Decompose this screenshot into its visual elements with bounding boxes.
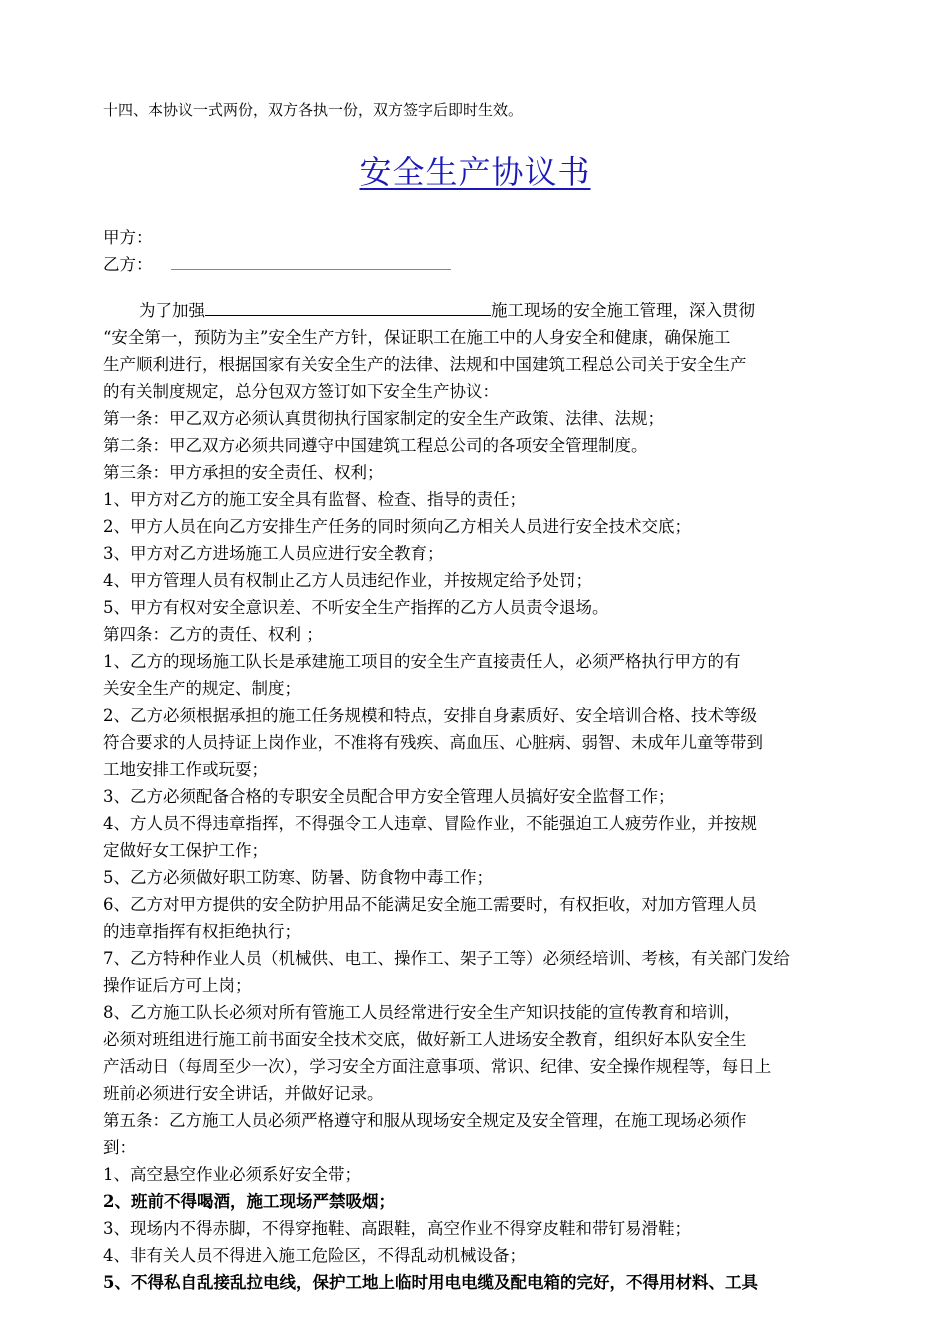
clause-line: 的违章指挥有权拒绝执行； (103, 922, 301, 941)
clause-line: 第四条：乙方的责任、权利 ； (103, 625, 323, 644)
party-b-label: 乙方： (103, 255, 153, 274)
party-a-line (103, 224, 153, 252)
intro-first-line (103, 297, 838, 324)
clause-line: 第三条：甲方承担的安全责任、权利； (103, 463, 384, 482)
clause-line: 4、非有关人员不得进入施工危险区，不得乱动机械设备； (103, 1246, 526, 1265)
clause-line: 6、乙方对甲方提供的安全防护用品不能满足安全施工需要时，有权拒收，对加方管理人员 (103, 895, 757, 914)
project-name-blank (205, 299, 491, 316)
clause-line: 产活动日（每周至少一次），学习安全方面注意事项、常识、纪律、安全操作规程等，每日上 (103, 1057, 772, 1076)
clause-lines (103, 405, 838, 1296)
clause-line: 8、乙方施工队长必须对所有管施工人员经常进行安全生产知识技能的宣传教育和培训， (103, 1003, 741, 1022)
clause-line: 3、甲方对乙方进场施工人员应进行安全教育； (103, 544, 444, 563)
clause-line: 4、方人员不得违章指挥，不得强令工人违章、冒险作业，不能强迫工人疲劳作业，并按规 (103, 814, 757, 833)
clause-line: 3、现场内不得赤脚，不得穿拖鞋、高跟鞋，高空作业不得穿皮鞋和带钉易滑鞋； (103, 1219, 691, 1238)
clause-line: 5、不得私自乱接乱拉电线，保护工地上临时用电电缆及配电箱的完好，不得用材料、工具 (103, 1273, 758, 1292)
previous-clause: 十四、本协议一式两份，双方各执一份，双方签字后即时生效。 (103, 101, 524, 119)
party-a-label: 甲方： (103, 228, 153, 247)
clause-line: 4、甲方管理人员有权制止乙方人员违纪作业，并按规定给予处罚； (103, 571, 592, 590)
clause-line: 定做好女工保护工作； (103, 841, 268, 860)
party-b-line (103, 251, 451, 279)
clause-line: 1、乙方的现场施工队长是承建施工项目的安全生产直接责任人，必须严格执行甲方的有 (103, 652, 741, 671)
clause-line: 符合要求的人员持证上岗作业，不准将有残疾、高血压、心脏病、弱智、未成年儿童等带到 (103, 733, 763, 752)
clause-line: 工地安排工作或玩耍； (103, 760, 268, 779)
clause-line: 第一条：甲乙双方必须认真贯彻执行国家制定的安全生产政策、法律、法规； (103, 409, 664, 428)
clause-line: 关安全生产的规定、制度； (103, 679, 301, 698)
clause-line: 操作证后方可上岗； (103, 976, 252, 995)
clause-line: 第二条：甲乙双方必须共同遵守中国建筑工程总公司的各项安全管理制度。 (103, 436, 648, 455)
clause-line: 7、乙方特种作业人员（机械供、电工、操作工、架子工等）必须经培训、考核，有关部门发给 (103, 949, 790, 968)
clause-line: 到： (103, 1138, 136, 1157)
intro-after-blank: 施工现场的安全施工管理，深入贯彻 (491, 301, 755, 320)
clause-line: 2、甲方人员在向乙方安排生产任务的同时须向乙方相关人员进行安全技术交底； (103, 517, 691, 536)
clause-line: 3、乙方必须配备合格的专职安全员配合甲方安全管理人员搞好安全监督工作； (103, 787, 675, 806)
clause-line: 5、乙方必须做好职工防寒、防暑、防食物中毒工作； (103, 868, 493, 887)
intro-line: 的有关制度规定，总分包双方签订如下安全生产协议： (103, 382, 499, 401)
clause-line: 1、甲方对乙方的施工安全具有监督、检查、指导的责任； (103, 490, 526, 509)
intro-before-blank: 为了加强 (139, 301, 205, 320)
party-b-blank (171, 255, 451, 270)
clause-line: 1、高空悬空作业必须系好安全带； (103, 1165, 361, 1184)
clause-line: 2、乙方必须根据承担的施工任务规模和特点，安排自身素质好、安全培训合格、技术等级 (103, 706, 757, 725)
document-title: 安全生产协议书 (359, 153, 591, 191)
agreement-body (103, 297, 838, 1296)
clause-line: 第五条：乙方施工人员必须严格遵守和服从现场安全规定及安全管理，在施工现场必须作 (103, 1111, 747, 1130)
intro-line: 生产顺利进行，根据国家有关安全生产的法律、法规和中国建筑工程总公司关于安全生产 (103, 355, 747, 374)
clause-line: 必须对班组进行施工前书面安全技术交底，做好新工人进场安全教育，组织好本队安全生 (103, 1030, 747, 1049)
clause-line: 2、班前不得喝酒，施工现场严禁吸烟； (103, 1192, 395, 1211)
clause-line: 5、甲方有权对安全意识差、不听安全生产指挥的乙方人员责令退场。 (103, 598, 609, 617)
clause-line: 班前必须进行安全讲话，并做好记录。 (103, 1084, 384, 1103)
intro-line: “安全第一，预防为主”安全生产方针，保证职工在施工中的人身安全和健康，确保施工 (103, 328, 731, 347)
